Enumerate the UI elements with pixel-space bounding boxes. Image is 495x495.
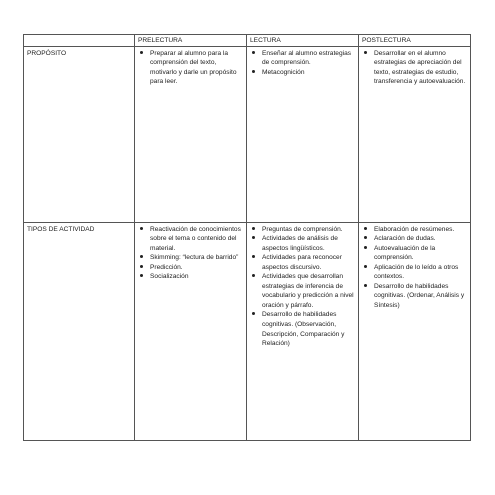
bullet-icon [252, 312, 255, 315]
bullet-icon [140, 227, 143, 230]
list-item-text: Aplicación de lo leído a otros contextos. [374, 263, 459, 281]
header-cell-prelectura: PRELECTURA [135, 35, 247, 47]
bullet-icon [364, 236, 367, 239]
row-label-proposito [24, 46, 135, 222]
list-item-text: Autoevaluación de la comprensión. [374, 244, 436, 262]
bullet-icon [252, 51, 255, 54]
list-item [250, 234, 355, 253]
list-item [138, 225, 243, 254]
list-item [250, 272, 355, 310]
list-item [362, 282, 467, 311]
list-item [138, 263, 243, 273]
list-item [250, 68, 355, 78]
bullet-list [138, 49, 243, 87]
row-label-text: PROPÓSITO [27, 49, 67, 57]
list-item-text: Predicción. [150, 263, 183, 271]
cell-proposito-postlectura [359, 46, 471, 222]
list-item-text: Aclaración de dudas. [374, 235, 436, 243]
bullet-icon [252, 274, 255, 277]
bullet-icon [252, 227, 255, 230]
list-item-text: Socialización [150, 273, 189, 281]
row-label-text: TIPOS DE ACTIVIDAD [27, 225, 95, 233]
header-cell-empty [24, 35, 135, 47]
cell-actividad-postlectura [359, 222, 471, 440]
row-label-tipos-de-actividad [24, 222, 135, 440]
bullet-icon [364, 227, 367, 230]
bullet-icon [364, 51, 367, 54]
list-item-text: Desarrollo de habilidades cognitivas. (Observación, Descripción, Comparación y Relación) [262, 311, 345, 348]
header-cell-lectura: LECTURA [247, 35, 359, 47]
bullet-icon [364, 265, 367, 268]
cell-actividad-lectura [247, 222, 359, 440]
list-item [362, 234, 467, 244]
list-item [362, 244, 467, 263]
list-item [250, 310, 355, 348]
list-item [138, 272, 243, 282]
list-item-text: Actividades que desarrollan estrategias de inferencia de vocabulario y predicción a nivel oración y párrafo. [262, 273, 354, 309]
bullet-list [250, 49, 355, 78]
bullet-icon [140, 274, 143, 277]
bullet-list [138, 225, 243, 282]
bullet-list [362, 225, 467, 311]
list-item-text: Preparar al alumno para la comprensión del texto, motivarlo y darle un propósito para leer. [150, 49, 237, 86]
bullet-icon [140, 51, 143, 54]
bullet-icon [140, 265, 143, 268]
reading-stages-table [23, 34, 471, 441]
list-item [250, 225, 355, 235]
list-item [362, 225, 467, 235]
list-item-text: Desarrollar en el alumno estrategias de apreciación del texto, estrategias de estudio, transferencia y autoevaluación. [374, 49, 466, 86]
list-item [138, 253, 243, 263]
cell-actividad-prelectura [135, 222, 247, 440]
table-row-tipos-de-actividad [24, 222, 471, 440]
table-header-row [24, 35, 471, 47]
list-item-text: Enseñar al alumno estrategias de comprensión. [262, 49, 352, 67]
list-item-text: Elaboración de resúmenes. [374, 225, 455, 233]
list-item-text: Actividades de análisis de aspectos lingüísticos. [262, 235, 338, 252]
bullet-icon [252, 236, 255, 239]
list-item-text: Reactivación de conocimientos sobre el tema o contenido del material. [150, 225, 241, 252]
bullet-icon [364, 246, 367, 249]
list-item [250, 49, 355, 68]
list-item-text: Metacognición [262, 68, 305, 76]
bullet-icon [252, 70, 255, 73]
bullet-icon [140, 255, 143, 258]
list-item [138, 49, 243, 87]
list-item [362, 49, 467, 87]
list-item-text: Skimming: “lectura de barrido” [150, 254, 239, 262]
header-cell-postlectura: POSTLECTURA [359, 35, 471, 47]
cell-proposito-prelectura [135, 46, 247, 222]
bullet-icon [364, 284, 367, 287]
table-row-proposito [24, 46, 471, 222]
bullet-list [362, 49, 467, 87]
bullet-list [250, 225, 355, 349]
list-item-text: Actividades para reconocer aspectos discursivo. [262, 254, 342, 271]
list-item [250, 253, 355, 272]
bullet-icon [252, 255, 255, 258]
list-item-text: Preguntas de comprensión. [262, 225, 343, 233]
list-item-text: Desarrollo de habilidades cognitivas. (Ordenar, Análisis y Síntesis) [374, 282, 465, 309]
cell-proposito-lectura [247, 46, 359, 222]
list-item [362, 263, 467, 282]
